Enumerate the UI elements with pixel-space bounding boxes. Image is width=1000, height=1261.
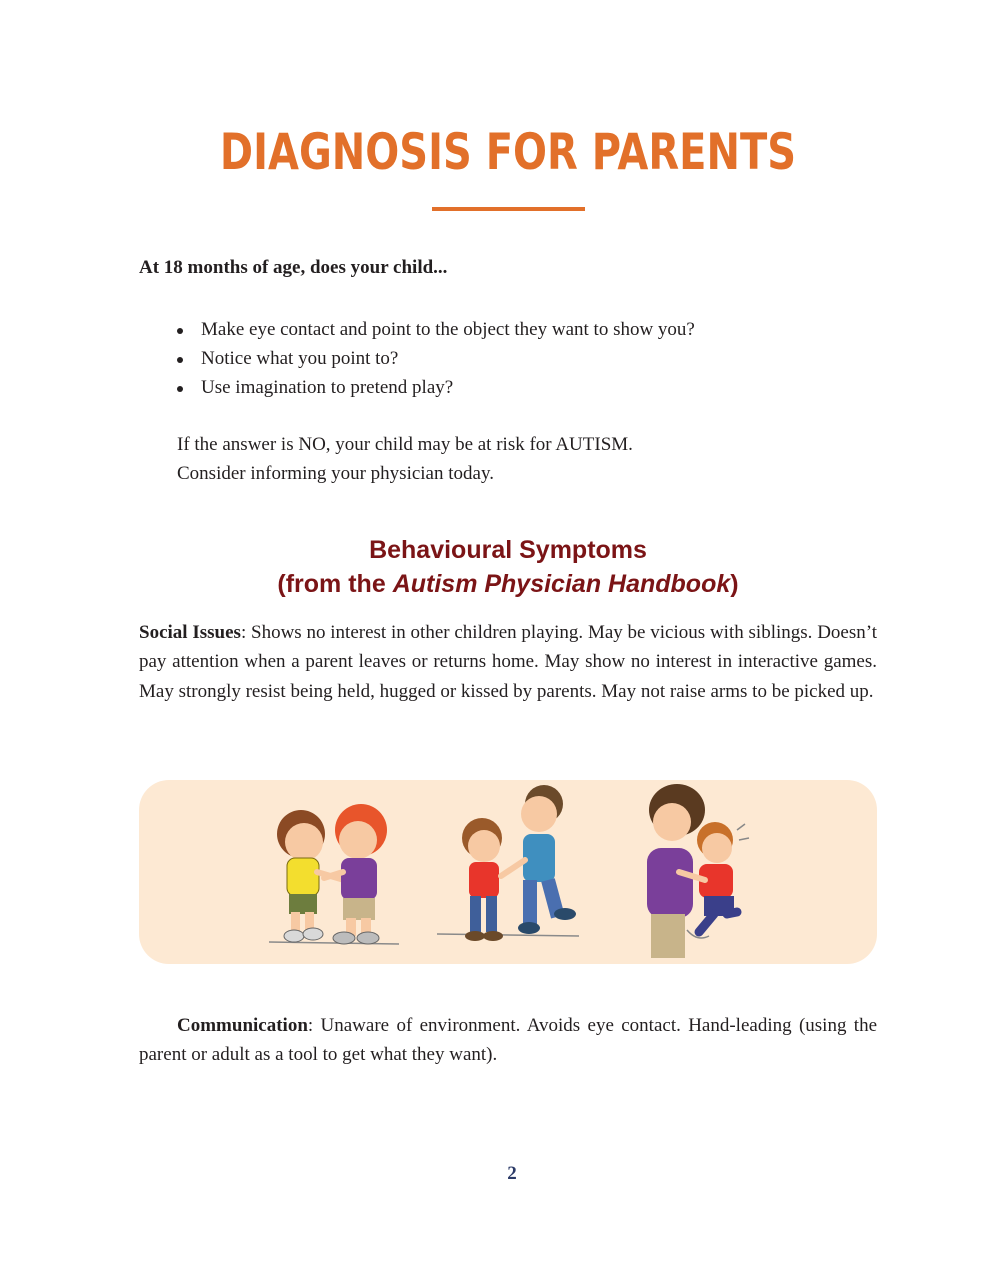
intro-question: At 18 months of age, does your child...: [139, 257, 448, 278]
communication-text: : Unaware of environment. Avoids eye contact. Hand-leading (using the parent or adult as a tool to get what they want).: [139, 1015, 877, 1066]
page-number: 2: [507, 1163, 517, 1184]
list-item-text: Make eye contact and point to the object they want to show you?: [201, 319, 695, 340]
bullet-icon: [177, 328, 183, 334]
social-issues-text: : Shows no interest in other children playing. May be vicious with siblings. Doesn’t pay attention when a parent leaves or returns home. May show no interest in interactive games. May strongly resist being held, hugged or kissed by parents. May not raise arms to be picked up.: [139, 622, 877, 702]
resisting-hug-illustration: [647, 784, 749, 958]
bullet-icon: [177, 386, 183, 392]
screening-question-list: [175, 315, 695, 402]
communication-paragraph: [139, 1011, 877, 1070]
risk-note: [177, 430, 633, 488]
illustration-panel: [139, 780, 877, 964]
social-issues-paragraph: [139, 618, 877, 706]
section-heading: [0, 533, 1000, 601]
risk-note-line-2: Consider informing your physician today.: [177, 463, 494, 484]
list-item-text: Use imagination to pretend play?: [201, 377, 454, 398]
bullet-icon: [177, 357, 183, 363]
holding-hands-illustration: [437, 785, 579, 941]
section-heading-prefix: (from the: [277, 570, 393, 598]
children-illustration: [139, 780, 877, 964]
pushing-children-illustration: [269, 804, 399, 944]
list-item: [175, 344, 695, 373]
social-issues-label: Social Issues: [139, 622, 241, 643]
list-item: [175, 315, 695, 344]
section-heading-line-1: Behavioural Symptoms: [369, 536, 647, 564]
list-item-text: Notice what you point to?: [201, 348, 399, 369]
handbook-title: Autism Physician Handbook: [392, 570, 731, 598]
list-item: [175, 373, 695, 402]
page-title: DIAGNOSIS FOR PARENTS: [219, 123, 797, 181]
title-underline: [432, 207, 585, 211]
section-heading-suffix: ): [730, 570, 739, 598]
communication-label: Communication: [177, 1015, 308, 1036]
risk-note-line-1: If the answer is NO, your child may be at risk for AUTISM.: [177, 434, 633, 455]
